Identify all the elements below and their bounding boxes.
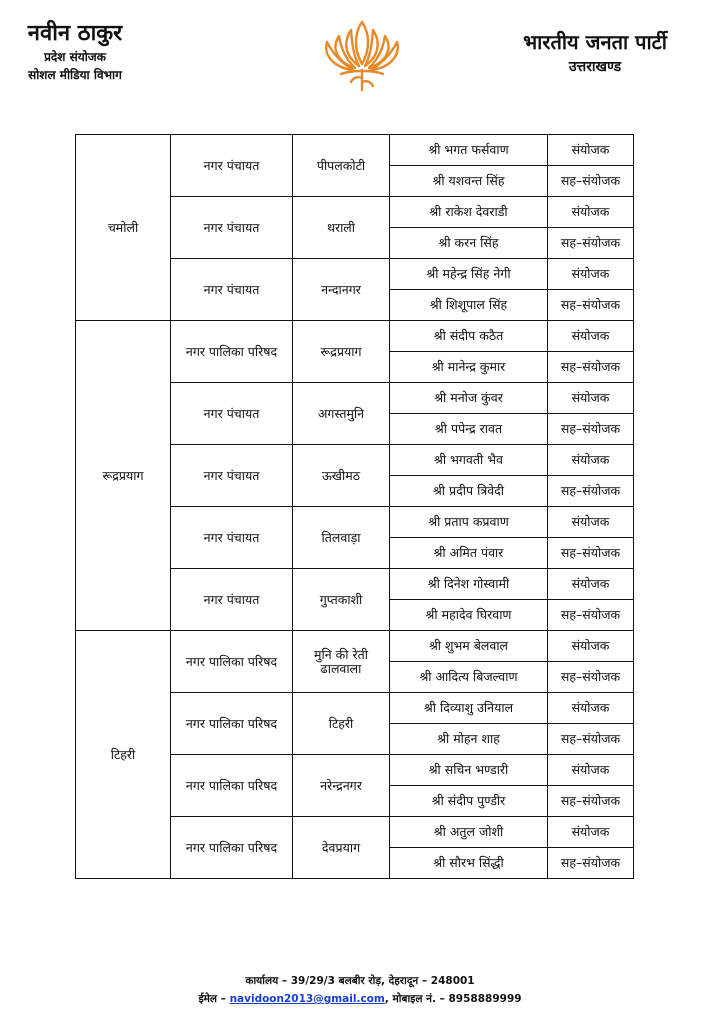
place-cell: तिलवाड़ा xyxy=(293,507,390,569)
member-name-cell: श्री मनोज कुंवर xyxy=(390,383,548,414)
member-name-cell: श्री दिव्याशु उनियाल xyxy=(390,693,548,724)
body-type-cell: नगर पंचायत xyxy=(171,135,293,197)
member-role-cell: सह–संयोजक xyxy=(548,600,634,631)
coordinator-name: नवीन ठाकुर xyxy=(27,21,123,46)
member-role-cell: सह–संयोजक xyxy=(548,724,634,755)
body-type-cell: नगर पालिका परिषद xyxy=(171,755,293,817)
member-role-cell: संयोजक xyxy=(548,259,634,290)
place-cell: अगस्तमुनि xyxy=(293,383,390,445)
member-name-cell: श्री महादेव घिरवाण xyxy=(390,600,548,631)
table-row xyxy=(76,135,634,166)
body-type-cell: नगर पालिका परिषद xyxy=(171,693,293,755)
body-type-cell: नगर पंचायत xyxy=(171,197,293,259)
member-name-cell: श्री भगत फर्सवाण xyxy=(390,135,548,166)
table-row xyxy=(76,631,634,662)
body-type-cell: नगर पंचायत xyxy=(171,259,293,321)
member-role-cell: संयोजक xyxy=(548,755,634,786)
member-role-cell: संयोजक xyxy=(548,693,634,724)
member-name-cell: श्री प्रदीप त्रिवेदी xyxy=(390,476,548,507)
member-name-cell: श्री दिनेश गोस्वामी xyxy=(390,569,548,600)
member-role-cell: सह–संयोजक xyxy=(548,476,634,507)
body-type-cell: नगर पंचायत xyxy=(171,445,293,507)
member-name-cell: श्री संदीप पुण्डीर xyxy=(390,786,548,817)
member-name-cell: श्री यशवन्त सिंह xyxy=(390,166,548,197)
member-role-cell: सह–संयोजक xyxy=(548,786,634,817)
member-name-cell: श्री आदित्य बिजल्वाण xyxy=(390,662,548,693)
member-name-cell: श्री शुभम बेलवाल xyxy=(390,631,548,662)
office-address: कार्यालय – 39/29/3 बलबीर रोड़, देहरादून – 248001 xyxy=(245,975,475,987)
body-type-cell: नगर पालिका परिषद xyxy=(171,321,293,383)
email-link[interactable]: navidoon2013@gmail.com xyxy=(229,993,385,1005)
body-type-cell: नगर पालिका परिषद xyxy=(171,631,293,693)
member-role-cell: संयोजक xyxy=(548,631,634,662)
place-cell: गुप्तकाशी xyxy=(293,569,390,631)
coordinator-table xyxy=(75,134,634,879)
member-role-cell: सह–संयोजक xyxy=(548,352,634,383)
member-name-cell: श्री संदीप कठैत xyxy=(390,321,548,352)
contact-line xyxy=(0,990,720,1008)
body-type-cell: नगर पालिका परिषद xyxy=(171,817,293,879)
member-role-cell: संयोजक xyxy=(548,383,634,414)
member-role-cell: सह–संयोजक xyxy=(548,662,634,693)
place-cell: मुनि की रेती ढालवाला xyxy=(293,631,390,693)
email-label: ईमेल – xyxy=(198,993,226,1005)
district-cell: चमोली xyxy=(76,135,171,321)
member-name-cell: श्री भगवती भैव xyxy=(390,445,548,476)
member-name-cell: श्री सचिन भण्डारी xyxy=(390,755,548,786)
party-name: भारतीय जनता पार्टी xyxy=(523,30,667,54)
member-role-cell: संयोजक xyxy=(548,321,634,352)
header-left xyxy=(0,20,150,84)
table-row xyxy=(76,321,634,352)
place-cell: थराली xyxy=(293,197,390,259)
member-role-cell: सह–संयोजक xyxy=(548,166,634,197)
member-role-cell: सह–संयोजक xyxy=(548,290,634,321)
member-role-cell: सह–संयोजक xyxy=(548,228,634,259)
member-name-cell: श्री राकेश देवराडी xyxy=(390,197,548,228)
coordinator-department: सोशल मीडिया विभाग xyxy=(28,68,122,82)
member-role-cell: सह–संयोजक xyxy=(548,538,634,569)
member-name-cell: श्री मोहन शाह xyxy=(390,724,548,755)
member-role-cell: सह–संयोजक xyxy=(548,414,634,445)
place-cell: नन्दानगर xyxy=(293,259,390,321)
district-cell: रूद्रप्रयाग xyxy=(76,321,171,631)
body-type-cell: नगर पंचायत xyxy=(171,507,293,569)
member-name-cell: श्री पपेन्द्र रावत xyxy=(390,414,548,445)
member-role-cell: संयोजक xyxy=(548,817,634,848)
member-role-cell: संयोजक xyxy=(548,569,634,600)
member-role-cell: सह–संयोजक xyxy=(548,848,634,879)
coordinator-designation: प्रदेश संयोजक xyxy=(44,50,106,64)
footer xyxy=(0,972,720,1008)
member-name-cell: श्री अतुल जोशी xyxy=(390,817,548,848)
member-role-cell: संयोजक xyxy=(548,135,634,166)
place-cell: टिहरी xyxy=(293,693,390,755)
member-name-cell: श्री करन सिंह xyxy=(390,228,548,259)
member-name-cell: श्री महेन्द्र सिंह नेगी xyxy=(390,259,548,290)
place-cell: देवप्रयाग xyxy=(293,817,390,879)
mobile-number: , मोबाइल नं. – 8958889999 xyxy=(384,993,522,1005)
body-type-cell: नगर पंचायत xyxy=(171,383,293,445)
member-name-cell: श्री सौरभ सिंद्धी xyxy=(390,848,548,879)
lotus-icon xyxy=(315,12,410,94)
body-type-cell: नगर पंचायत xyxy=(171,569,293,631)
member-role-cell: संयोजक xyxy=(548,445,634,476)
district-cell: टिहरी xyxy=(76,631,171,879)
state-name: उत्तराखण्ड xyxy=(568,59,622,75)
member-role-cell: संयोजक xyxy=(548,507,634,538)
header-right xyxy=(470,28,720,78)
place-cell: रूद्रप्रयाग xyxy=(293,321,390,383)
table-body xyxy=(76,135,634,879)
member-name-cell: श्री प्रताप कप्रवाण xyxy=(390,507,548,538)
member-name-cell: श्री शिशूपाल सिंह xyxy=(390,290,548,321)
member-role-cell: संयोजक xyxy=(548,197,634,228)
place-cell: ऊखीमठ xyxy=(293,445,390,507)
member-name-cell: श्री मानेन्द्र कुमार xyxy=(390,352,548,383)
place-cell: नरेन्द्रनगर xyxy=(293,755,390,817)
member-name-cell: श्री अमित पंवार xyxy=(390,538,548,569)
place-cell: पीपलकोटी xyxy=(293,135,390,197)
